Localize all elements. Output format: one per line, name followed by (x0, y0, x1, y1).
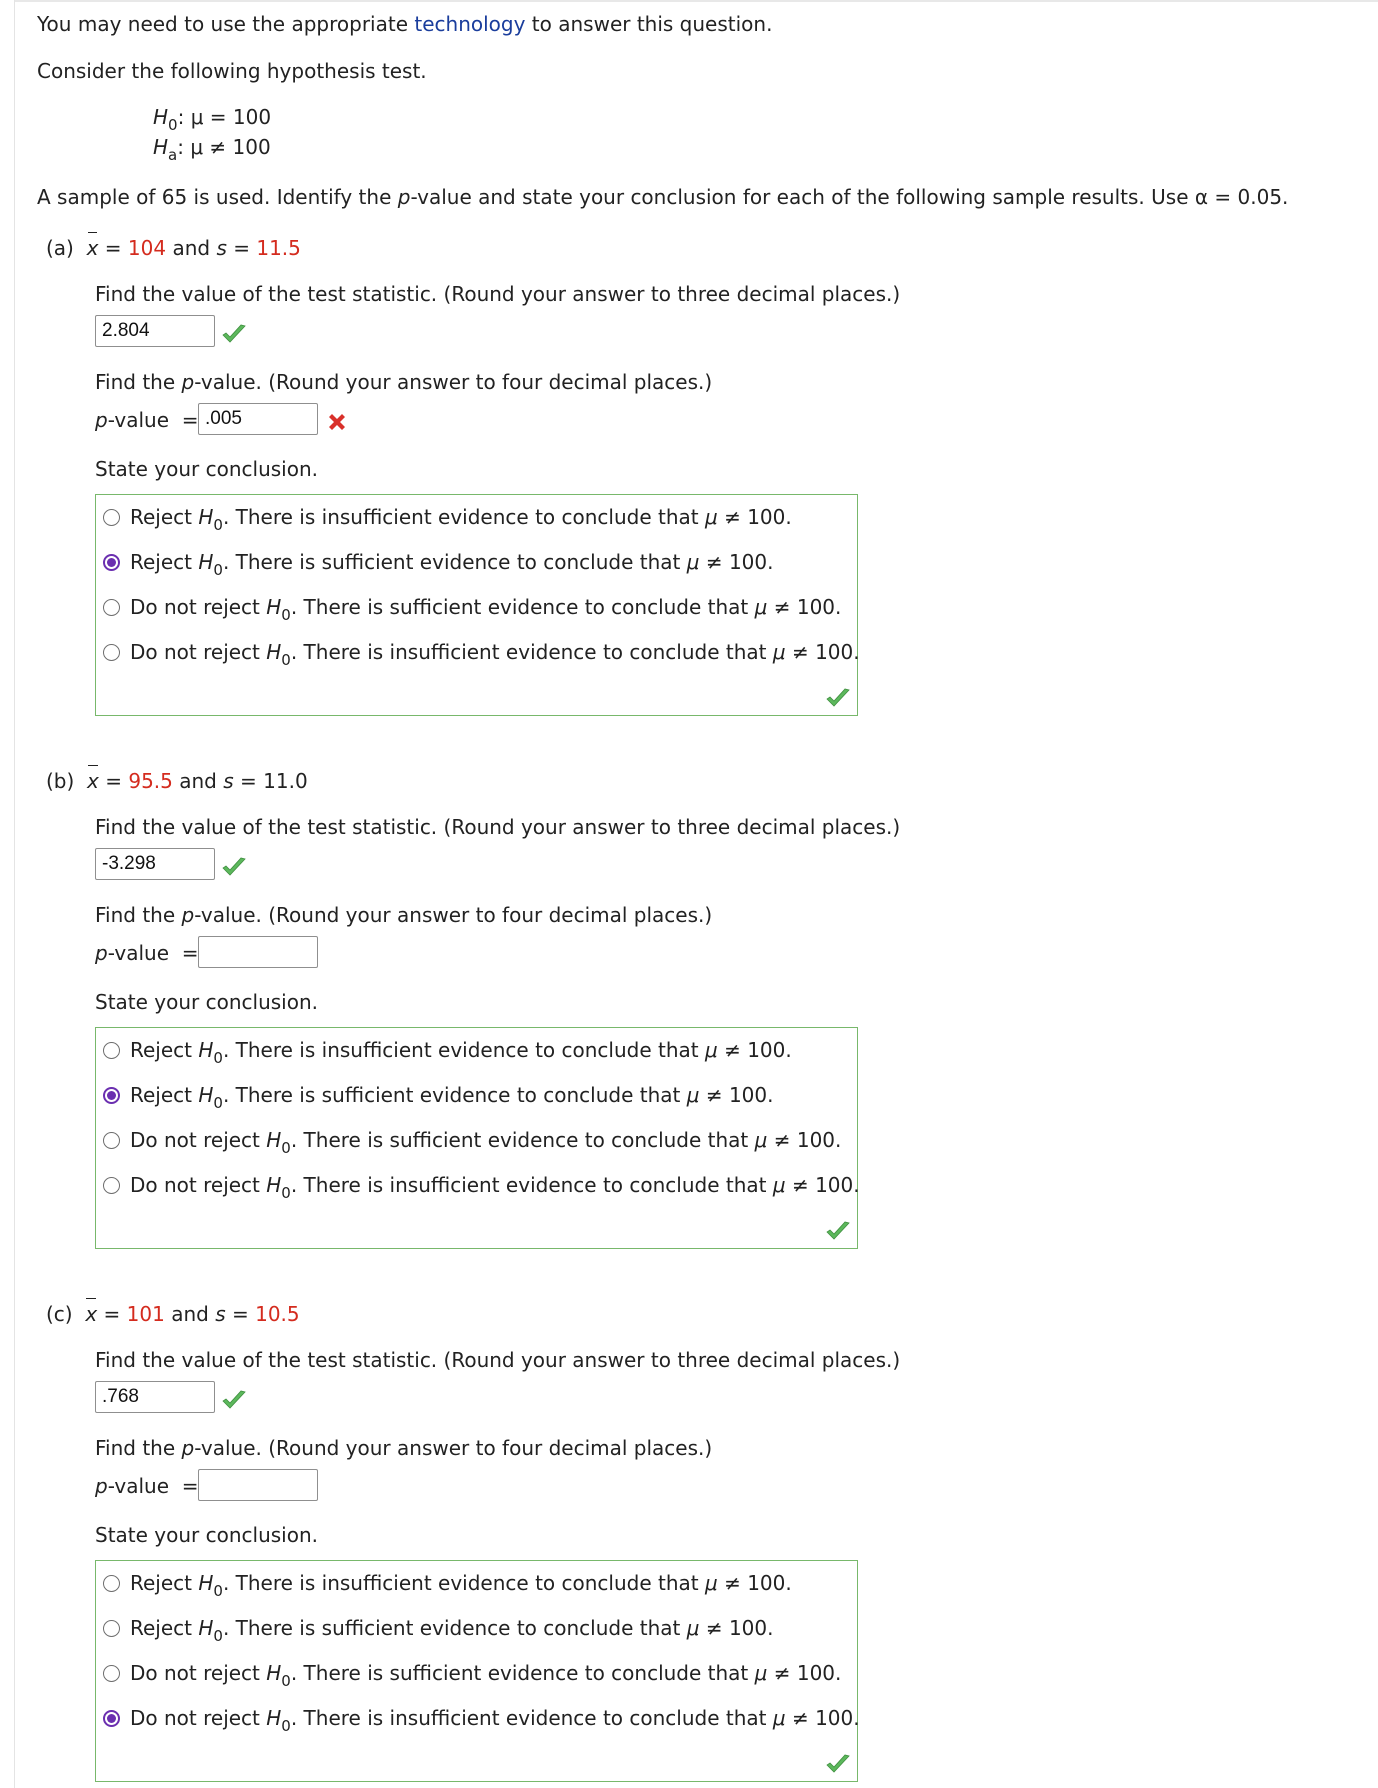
part-0-option-3-sub: 0 (281, 651, 291, 669)
part-0-option-3-mu: μ (772, 640, 786, 664)
part-1-option-2-pre: Do not reject (130, 1128, 267, 1152)
part-1-s-symbol: s (223, 769, 234, 793)
part-2-option-2-radio[interactable] (103, 1665, 120, 1682)
part-0-find-pre: Find the (95, 370, 182, 394)
part-1-pvalue-p: p (95, 941, 108, 965)
part-2-option-1-H: H (198, 1616, 214, 1640)
part-2-option-0-pre: Reject (130, 1571, 199, 1595)
part-1-eq2: = (233, 769, 264, 793)
part-2-option-2-H: H (266, 1661, 282, 1685)
part-1-option-0[interactable] (103, 1035, 792, 1065)
part-2-option-0-text (130, 1571, 792, 1600)
part-1-find-pre: Find the (95, 903, 182, 927)
part-1-option-0-pre: Reject (130, 1038, 199, 1062)
part-1-option-3-sub: 0 (281, 1184, 291, 1202)
part-0-option-0-post: . There is insufficient evidence to conclude that (222, 505, 705, 529)
part-2-option-3-text (130, 1706, 860, 1735)
part-0-find-post: -value. (Round your answer to four decimal places.) (194, 370, 713, 394)
part-1-p-value-label (95, 941, 198, 965)
part-1-option-0-text (130, 1038, 792, 1067)
part-1-option-1-text (130, 1083, 774, 1112)
part-2-option-2-post: . There is sufficient evidence to conclude that (290, 1661, 755, 1685)
part-2-find-pre: Find the (95, 1436, 182, 1460)
alternative-hypothesis: $H_a$: μ ≠ 100 (153, 135, 271, 164)
part-2-s-value: 10.5 (255, 1302, 300, 1326)
part-0-option-0-mu: μ (704, 505, 718, 529)
part-2-s-symbol: s (215, 1302, 226, 1326)
part-2-option-1-tail: ≠ 100. (699, 1616, 774, 1640)
null-hypothesis: $H_0$: μ = 100 (153, 105, 272, 134)
part-2-conclusion-prompt: State your conclusion. (95, 1523, 319, 1547)
part-0-s-symbol: s (216, 236, 227, 260)
part-1-option-3-radio[interactable] (103, 1177, 120, 1194)
part-0-pvalue-p: p (95, 408, 108, 432)
part-0-option-2-radio[interactable] (103, 599, 120, 616)
part-2-test-stat-prompt: Find the value of the test statistic. (Round your answer to three decimal places.) (95, 1348, 901, 1372)
part-0-s-value: 11.5 (256, 236, 301, 260)
part-0-test-stat-prompt: Find the value of the test statistic. (Round your answer to three decimal places.) (95, 282, 901, 306)
part-1-p-value-input[interactable] (198, 936, 318, 968)
part-0-option-3-text (130, 640, 860, 669)
part-0-option-1-mu: μ (686, 550, 700, 574)
part-2-option-3-radio[interactable] (103, 1710, 120, 1727)
part-1-header (46, 769, 308, 793)
part-2-pvalue-p: p (95, 1474, 108, 1498)
part-0-p-value-prompt (95, 370, 712, 394)
part-1-option-2-radio[interactable] (103, 1132, 120, 1149)
part-2-xbar-symbol: x (85, 1302, 98, 1326)
intro-line-1: You may need to use the appropriate technology to answer this question. (37, 12, 773, 36)
part-2-option-2-tail: ≠ 100. (767, 1661, 842, 1685)
part-2-eq1: = (97, 1302, 127, 1326)
part-1-option-2[interactable] (103, 1125, 841, 1155)
part-0-conclusion-box (95, 494, 858, 716)
part-0-option-3-pre: Do not reject (130, 640, 267, 664)
part-2-p-value-prompt (95, 1436, 712, 1460)
part-1-conclusion-check-icon (825, 1220, 851, 1242)
part-1-option-3-H: H (266, 1173, 282, 1197)
part-0-option-0-tail: ≠ 100. (717, 505, 792, 529)
top-border (14, 0, 1378, 2)
intro-line-2: Consider the following hypothesis test. (37, 59, 427, 83)
part-1-s-value: 11.0 (263, 769, 308, 793)
part-0-xbar-symbol: x (86, 236, 99, 260)
part-1-option-0-tail: ≠ 100. (717, 1038, 792, 1062)
part-0-option-3-radio[interactable] (103, 644, 120, 661)
part-2-label: (c) (46, 1302, 73, 1326)
part-1-option-1-H: H (198, 1083, 214, 1107)
part-2-option-1-sub: 0 (213, 1627, 223, 1645)
part-1-conclusion-box (95, 1027, 858, 1249)
part-1-option-1-pre: Reject (130, 1083, 199, 1107)
part-0-option-1-sub: 0 (213, 561, 223, 579)
part-0-option-3-H: H (266, 640, 282, 664)
part-0-option-2-mu: μ (754, 595, 768, 619)
part-2-option-0[interactable] (103, 1568, 792, 1598)
part-1-xbar-value: 95.5 (128, 769, 173, 793)
part-1-option-1-post: . There is sufficient evidence to conclude that (222, 1083, 687, 1107)
part-2-option-0-sub: 0 (213, 1582, 223, 1600)
part-2-conclusion-check-icon (825, 1753, 851, 1775)
part-1-test-stat-check-icon (221, 856, 247, 878)
part-1-option-3-mu: μ (772, 1173, 786, 1197)
part-2-option-3-post: . There is insufficient evidence to conclude that (290, 1706, 773, 1730)
part-1-option-2-sub: 0 (281, 1139, 291, 1157)
part-1-option-0-sub: 0 (213, 1049, 223, 1067)
part-1-xbar-symbol: x (87, 769, 99, 793)
part-2-find-p: p (181, 1436, 195, 1460)
part-0-p-value-label (95, 408, 198, 432)
part-0-option-1-post: . There is sufficient evidence to conclude that (222, 550, 687, 574)
part-1-option-2-mu: μ (754, 1128, 768, 1152)
part-2-option-0-tail: ≠ 100. (717, 1571, 792, 1595)
part-1-option-3-text (130, 1173, 860, 1202)
part-0-option-0-pre: Reject (130, 505, 199, 529)
part-1-test-stat-prompt: Find the value of the test statistic. (Round your answer to three decimal places.) (95, 815, 901, 839)
part-2-option-2-sub: 0 (281, 1672, 291, 1690)
part-0-test-stat-input[interactable]: 2.804 (95, 315, 215, 347)
part-1-conclusion-prompt: State your conclusion. (95, 990, 319, 1014)
part-2-test-stat-check-icon (221, 1389, 247, 1411)
part-1-option-2-tail: ≠ 100. (767, 1128, 842, 1152)
part-0-option-3[interactable] (103, 637, 860, 667)
part-0-option-0-H: H (198, 505, 214, 529)
part-2-option-0-post: . There is insufficient evidence to conclude that (222, 1571, 705, 1595)
part-1-option-3[interactable] (103, 1170, 860, 1200)
part-0-option-2[interactable] (103, 592, 841, 622)
left-border (14, 0, 15, 1788)
part-0-option-0[interactable] (103, 502, 792, 532)
part-0-header (46, 236, 301, 260)
part-0-option-1-radio[interactable] (103, 554, 120, 571)
part-0-option-1[interactable] (103, 547, 774, 577)
part-0-conclusion-check-icon (825, 687, 851, 709)
part-1-option-1-mu: μ (686, 1083, 700, 1107)
part-1-option-0-H: H (198, 1038, 214, 1062)
part-2-option-2-mu: μ (754, 1661, 768, 1685)
part-2-find-post: -value. (Round your answer to four decimal places.) (194, 1436, 713, 1460)
part-0-xbar-value: 104 (127, 236, 167, 260)
part-0-pvalue-eq: -value = (107, 408, 199, 432)
part-0-and: and (166, 236, 217, 260)
part-0-option-2-sub: 0 (281, 606, 291, 624)
part-1-option-2-H: H (266, 1128, 282, 1152)
part-2-conclusion-box (95, 1560, 858, 1782)
part-0-eq2: = (226, 236, 257, 260)
part-1-option-0-post: . There is insufficient evidence to conclude that (222, 1038, 705, 1062)
part-2-option-1-pre: Reject (130, 1616, 199, 1640)
part-1-option-2-text (130, 1128, 842, 1157)
part-2-option-3-H: H (266, 1706, 282, 1730)
part-0-option-2-H: H (266, 595, 282, 619)
part-0-label: (a) (46, 236, 74, 260)
part-1-option-0-radio[interactable] (103, 1042, 120, 1059)
part-2-option-1-mu: μ (686, 1616, 700, 1640)
part-1-test-stat-input[interactable]: -3.298 (95, 848, 215, 880)
part-2-option-2[interactable] (103, 1658, 841, 1688)
part-0-option-3-tail: ≠ 100. (785, 640, 860, 664)
part-2-p-value-input[interactable] (198, 1469, 318, 1501)
part-0-option-2-pre: Do not reject (130, 595, 267, 619)
part-0-find-p: p (181, 370, 195, 394)
part-0-option-3-post: . There is insufficient evidence to conclude that (290, 640, 773, 664)
part-1-option-0-mu: μ (704, 1038, 718, 1062)
part-1-label: (b) (46, 769, 75, 793)
part-1-option-2-post: . There is sufficient evidence to conclude that (290, 1128, 755, 1152)
technology-link[interactable]: technology (414, 12, 526, 36)
part-2-pvalue-eq: -value = (107, 1474, 199, 1498)
part-2-option-1-post: . There is sufficient evidence to conclude that (222, 1616, 687, 1640)
part-1-eq1: = (98, 769, 129, 793)
part-1-option-1[interactable] (103, 1080, 774, 1110)
part-2-and: and (164, 1302, 216, 1326)
part-2-option-1-radio[interactable] (103, 1620, 120, 1637)
part-2-xbar-value: 101 (126, 1302, 165, 1326)
part-0-option-1-H: H (198, 550, 214, 574)
part-2-option-3-mu: μ (772, 1706, 786, 1730)
part-2-option-3[interactable] (103, 1703, 860, 1733)
part-2-option-2-pre: Do not reject (130, 1661, 267, 1685)
part-1-option-1-sub: 0 (213, 1094, 223, 1112)
part-0-option-2-text (130, 595, 842, 624)
part-1-pvalue-eq: -value = (107, 941, 199, 965)
part-2-option-0-H: H (198, 1571, 214, 1595)
part-1-option-1-radio[interactable] (103, 1087, 120, 1104)
part-0-option-1-tail: ≠ 100. (699, 550, 774, 574)
part-2-header (46, 1302, 300, 1326)
part-2-p-value-label (95, 1474, 198, 1498)
part-2-option-0-radio[interactable] (103, 1575, 120, 1592)
part-0-option-0-text (130, 505, 792, 534)
part-0-eq1: = (98, 236, 128, 260)
part-2-option-3-pre: Do not reject (130, 1706, 267, 1730)
part-0-option-2-post: . There is sufficient evidence to conclude that (290, 595, 755, 619)
part-1-p-value-prompt (95, 903, 712, 927)
part-0-option-2-tail: ≠ 100. (767, 595, 842, 619)
part-2-eq2: = (225, 1302, 256, 1326)
part-2-option-1[interactable] (103, 1613, 774, 1643)
part-1-option-1-tail: ≠ 100. (699, 1083, 774, 1107)
part-2-test-stat-input[interactable]: .768 (95, 1381, 215, 1413)
part-2-option-2-text (130, 1661, 842, 1690)
part-0-test-stat-check-icon (221, 323, 247, 345)
part-0-option-0-radio[interactable] (103, 509, 120, 526)
part-1-find-p: p (181, 903, 195, 927)
part-0-option-1-pre: Reject (130, 550, 199, 574)
part-0-conclusion-prompt: State your conclusion. (95, 457, 319, 481)
part-1-option-3-tail: ≠ 100. (785, 1173, 860, 1197)
sample-instructions: A sample of 65 is used. Identify the p-value and state your conclusion for each of the following sample results. Use α = 0.05. (37, 185, 1289, 209)
part-1-find-post: -value. (Round your answer to four decimal places.) (194, 903, 713, 927)
part-2-option-0-mu: μ (704, 1571, 718, 1595)
part-1-option-3-pre: Do not reject (130, 1173, 267, 1197)
part-0-option-0-sub: 0 (213, 516, 223, 534)
part-2-option-1-text (130, 1616, 774, 1645)
part-0-option-1-text (130, 550, 774, 579)
part-1-and: and (172, 769, 224, 793)
part-0-p-value-incorrect-icon (326, 411, 348, 433)
part-0-p-value-input[interactable]: .005 (198, 403, 318, 435)
part-2-option-3-sub: 0 (281, 1717, 291, 1735)
part-2-option-3-tail: ≠ 100. (785, 1706, 860, 1730)
part-1-option-3-post: . There is insufficient evidence to conclude that (290, 1173, 773, 1197)
